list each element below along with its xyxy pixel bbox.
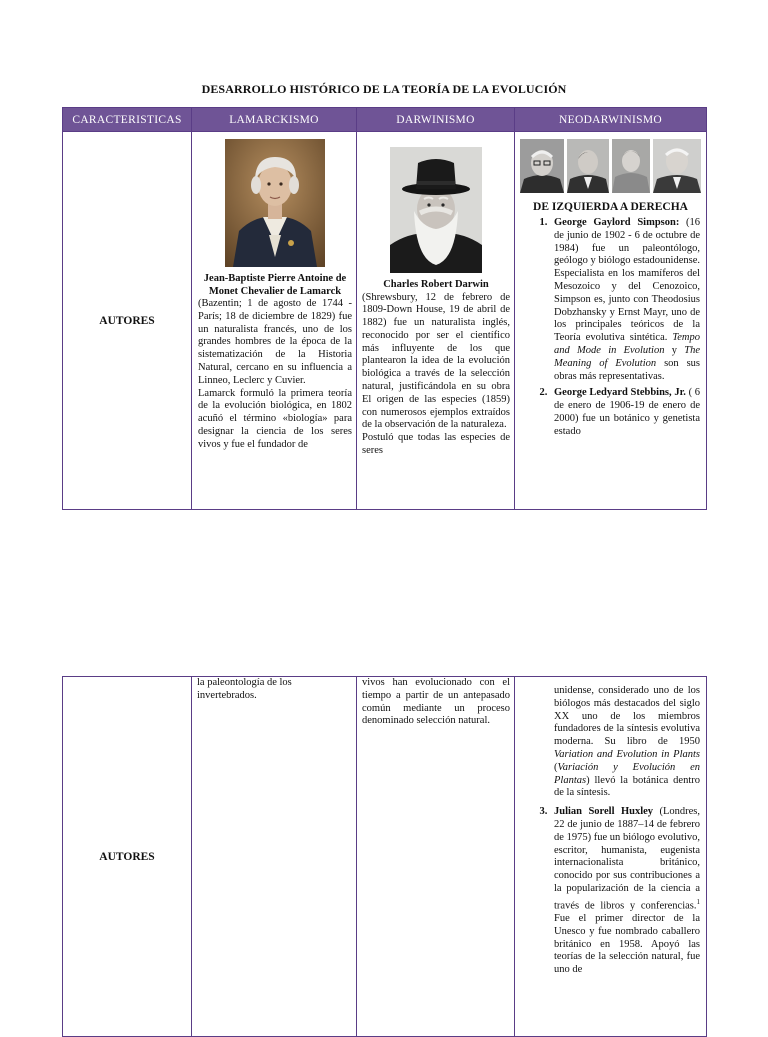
darwin-cell	[357, 132, 515, 510]
stebbins-bio-cont-text: unidense, considerado uno de los biólogos más destacados del siglo XX uno de los miembros fundadores de la síntesis evolutiva moderna. Su libro de 1950	[554, 685, 700, 748]
darwin-cell-continued	[357, 677, 515, 1037]
darwin-bio-p2: Postuló que todas las especies de seres	[362, 432, 510, 457]
simpson-bio-tail: son sus obras más representativas.	[554, 357, 701, 382]
page-title: DESARROLLO HISTÓRICO DE LA TEORÍA DE LA EVOLUCIÓN	[201, 82, 567, 96]
huxley-bio: (Londres, 22 de junio de 1887–14 de febrero de 1975) fue un biólogo evolutivo, escritor, humanista, eugenista internacionalista británico, conocido por sus contribuciones a la popularización de la ciencia a través de libros y conferencias.	[554, 806, 700, 912]
simpson-name: George Gaylord Simpson:	[554, 217, 680, 228]
darwin-name-caption: Charles Robert Darwin	[383, 279, 489, 290]
evolution-table-part-2	[62, 676, 707, 1037]
darwin-bio-p1: (Shrewsbury, 12 de febrero de 1809-Down House, 19 de abril de 1882) fue un naturalista inglés, reconocido por ser el científico más influyente de los que plantearon la idea de la evolución biológica a través de la selección natural, justificándola en su obra El origen de las especies (1859) con numerosos ejemplos extraídos de la observación de la naturaleza.	[362, 291, 510, 431]
row-label-autores-continued: AUTORES	[63, 677, 192, 1037]
stebbins-bio-tail: ) llevó la botánica dentro de la síntesis.	[554, 774, 700, 799]
author-item-huxley	[550, 806, 700, 977]
neodarwinismo-cell-continued	[515, 677, 707, 1037]
neodarwinist-authors-list	[515, 217, 706, 439]
mayr-photo-image	[653, 139, 701, 193]
row-label-autores: AUTORES	[63, 132, 192, 510]
simpson-bio-2: Especialista en los mamíferos del Mesozoico y del Cenozoico, Simpson es, junto con Theodosius Dobzhansky y Ernst Mayr, uno de los principales teóricos de la Teoría evolutiva sintética.	[554, 268, 700, 344]
header-row	[63, 108, 707, 132]
stebbins-bio: ( 6 de enero de 1906-19 de enero de 2000) fue un botánico y genetista estado	[554, 387, 701, 437]
lamarck-cell	[192, 132, 357, 510]
neodarwinist-authors-list-continued	[515, 806, 706, 977]
simpson-conj: y	[671, 344, 677, 356]
neo-heading: DE IZQUIERDA A DERECHA	[533, 201, 688, 213]
lamarck-bio-continued: la paleontología de los invertebrados.	[197, 677, 292, 701]
darwin-bio-continued: vivos han evolucionado con el tiempo a partir de un antepasado común mediante un proceso denominado selección natural.	[362, 677, 510, 727]
neodarwinist-photos-group	[515, 139, 706, 193]
simpson-bio: (16 de junio de 1902 - 6 de octubre de 1984) fue un paleontólogo, geólogo y biólogo estadounidense.	[554, 217, 701, 267]
evolution-table-part-1	[62, 107, 707, 510]
lamarck-cell-continued	[192, 677, 357, 1037]
stebbins-book: Variation and Evolution in Plants	[554, 748, 700, 760]
header-neodarwinismo: NEODARWINISMO	[515, 108, 707, 132]
lamarck-bio-p2: Lamarck formuló la primera teoría de la evolución biológica, en 1802 acuñó el término «biología» para designar la ciencia de los seres vivos y fue el fundador de	[198, 387, 352, 450]
stebbins-photo-image	[567, 139, 609, 193]
author-item-stebbins	[550, 387, 700, 438]
huxley-footnote-ref: 1	[696, 897, 700, 906]
huxley-photo-image	[612, 139, 650, 193]
lamarck-bio-p1: (Bazentin; 1 de agosto de 1744 - París; 18 de diciembre de 1829) fue un naturalista francés, uno de los grandes hombres de la época de la sistematización de la Historia Natural, cercano en su influencia a Linneo, Leclerc y Cuvier.	[198, 298, 352, 386]
simpson-book-1: Tempo and Mode in Evolution	[554, 332, 701, 356]
stebbins-paren-open: (	[554, 761, 558, 773]
header-caracteristicas: CARACTERISTICAS	[63, 108, 192, 132]
darwin-portrait-image	[390, 147, 482, 273]
author-item-simpson	[550, 217, 700, 383]
neodarwinismo-cell	[515, 132, 707, 510]
huxley-name: Julian Sorell Huxley	[554, 806, 654, 818]
autores-row	[63, 132, 707, 510]
simpson-photo-image	[520, 139, 564, 193]
huxley-bio-tail: Fue el primer director de la Unesco y fue nombrado caballero británico en 1958. Apoyó las teorías de la selección natural, fue uno de	[554, 913, 700, 976]
stebbins-book-es: Variación y Evolución en Plantas	[554, 761, 700, 786]
header-darwinismo: DARWINISMO	[357, 108, 515, 132]
stebbins-name: George Ledyard Stebbins, Jr.	[554, 387, 686, 399]
lamarck-portrait-image	[225, 139, 325, 267]
stebbins-bio-continued	[515, 677, 706, 800]
simpson-book-2: The Meaning of Evolution	[554, 344, 701, 369]
lamarck-name-caption: Jean-Baptiste Pierre Antoine de Monet Chevalier de Lamarck	[203, 273, 347, 297]
autores-row-continued	[63, 677, 707, 1037]
header-lamarckismo: LAMARCKISMO	[192, 108, 357, 132]
